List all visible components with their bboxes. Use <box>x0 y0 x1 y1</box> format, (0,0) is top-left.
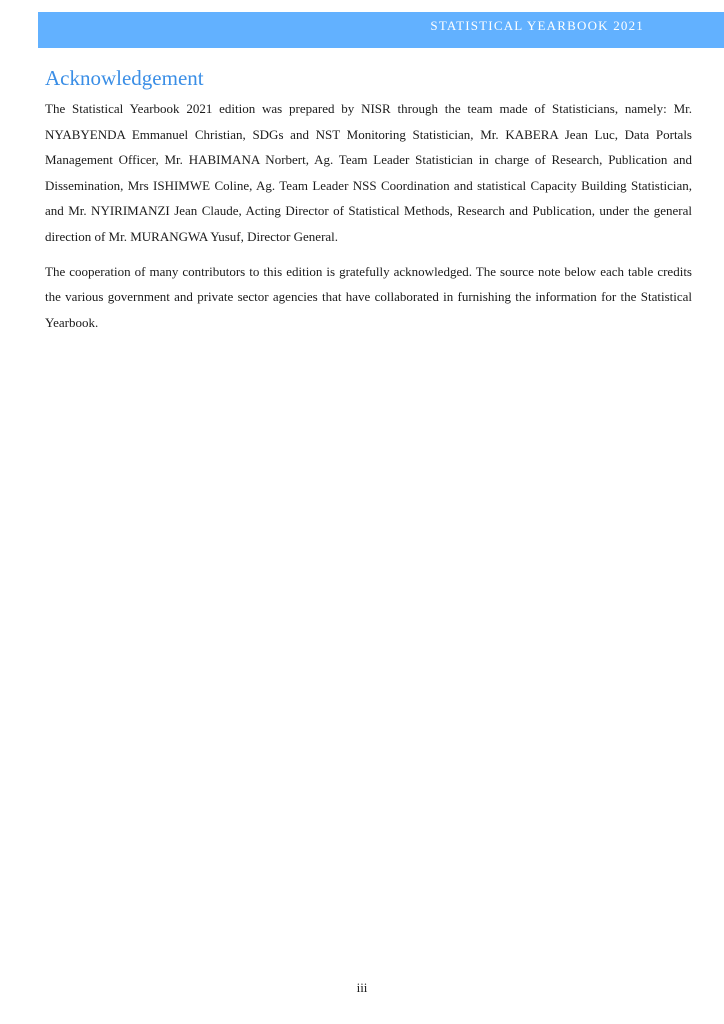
running-header-title: STATISTICAL YEARBOOK 2021 <box>430 18 644 33</box>
paragraph-contributors: The cooperation of many contributors to this edition is gratefully acknowledged. The source note below each table credits the various government and private sector agencies that have collaborated in furnishing the information for the Statistical Yearbook. <box>45 263 692 330</box>
paragraph-team: The Statistical Yearbook 2021 edition was prepared by NISR through the team made of Statisticians, namely: Mr. NYABYENDA Emmanuel Christian, SDGs and NST Monitoring Statistician, Mr. KABERA Jean Luc, Data Portals Management Officer, Mr. HABIMANA Norbert, Ag. Team Leader Statistician in charge of Research, Publication and Dissemination, Mrs ISHIMWE Coline, Ag. Team Leader NSS Coordination and statistical Capacity Building Statistician, and Mr. NYIRIMANZI Jean Claude, Acting Director of Statistical Methods, Research and Publication, under the general direction of Mr. MURANGWA Yusuf, Director General. <box>45 101 692 244</box>
page-number: iii <box>356 980 368 995</box>
section-title: Acknowledgement <box>45 66 204 90</box>
acknowledgement-section <box>45 64 692 335</box>
running-header-band <box>38 12 724 48</box>
